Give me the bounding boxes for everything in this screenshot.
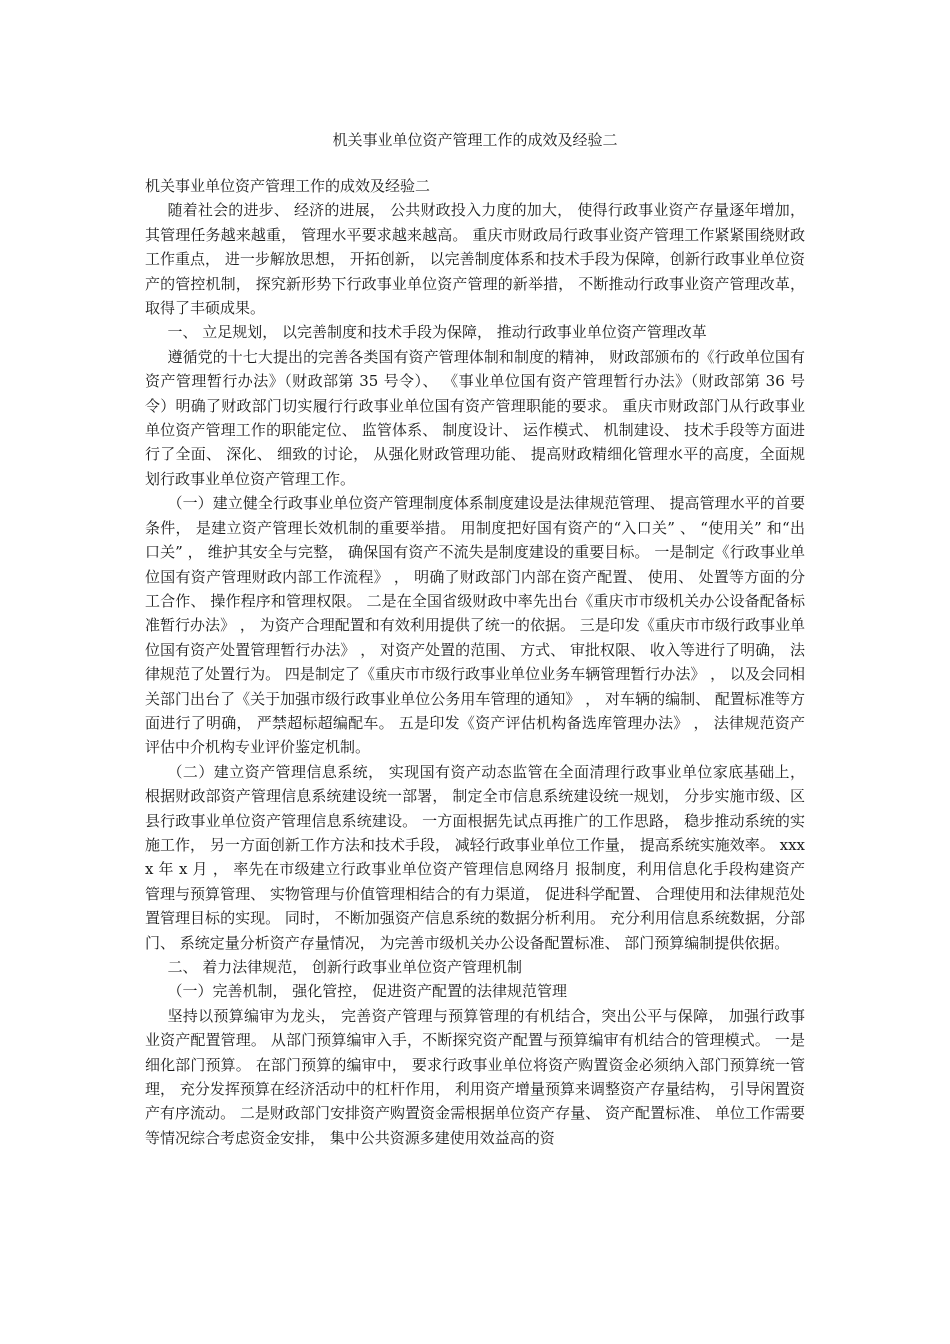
paragraph-subsection-2-1: 坚持以预算编审为龙头， 完善资产管理与预算管理的有机结合，突出公平与保障， 加强行政事业资产配置管理。 从部门预算编审入手，不断探究资产配置与预算编审有机结合的管理模式。 一是细化部门预算。 在部门预算的编审中， 要求行政事业单位将资产购置资金必须纳入部门预算统一管理， 充分发挥预算在经济活动中的杠杆作用， 利用资产增量预算来调整资产存量结构， 引导闲置资产有序流动。 二是财政部门安排资产购置资金需根据单位资产存量、 资产配置标准、 单位工作需要等情况综合考虑资金安排， 集中公共资源多建使用效益高的资 — [145, 1006, 805, 1147]
section-heading-1: 一、 立足规划， 以完善制度和技术手段为保障， 推动行政事业单位资产管理改革 — [167, 323, 707, 342]
paragraph-subsection-1-1: （一）建立健全行政事业单位资产管理制度体系制度建设是法律规范管理、 提高管理水平的首要条件， 是建立资产管理长效机制的重要举措。 用制度把好国有资产的“入口关” 、 “使用关” 和“出口关” ， 维护其安全与完整， 确保国有资产不流失是制度建设的重要目标。 一是制定《行政事业单位国有资产管理财政内部工作流程》 ， 明确了财政部门内部在资产配置、 使用、 处置等方面的分工合作、 操作程序和管理权限。 二是在全国省级财政中率先出台《重庆市市级机关办公设备配备标准暂行办法》 ， 为资产合理配置和有效利用提供了统一的依据。 三是印发《重庆市市级行政事业单位国有资产处置管理暂行办法》 ， 对资产处置的范围、 方式、 审批权限、 收入等进行了明确， 法律规范了处置行为。 四是制定了《重庆市市级行政事业单位业务车辆管理暂行办法》 ， 以及会同相关部门出台了《关于加强市级行政事业单位公务用车管理的通知》 ， 对车辆的编制、 配置标准等方面进行了明确， 严禁超标超编配车。 五是印发《资产评估机构备选库管理办法》 ， 法律规范资产评估中介机构专业评价鉴定机制。 — [145, 494, 805, 757]
document-title: 机关事业单位资产管理工作的成效及经验二 — [332, 131, 618, 149]
paragraph-subsection-1-2: （二）建立资产管理信息系统， 实现国有资产动态监管在全面清理行政事业单位家底基础上， 根据财政部资产管理信息系统建设统一部署， 制定全市信息系统建设统一规划， 分步实施市级、区县行政事业单位资产管理信息系统建设。 一方面根据先试点再推广的工作思路， 稳步推动系统的实施工作， 另一方面创新工作方法和技术手段， 减轻行政事业单位工作量， 提高系统实施效率。 xxxx 年 x 月 ， 率先在市级建立行政事业单位资产管理信息网络月 报制度，利用信息化手段构建资产管理与预算管理、 实物管理与价值管理相结合的有力渠道， 促进科学配置、 合理使用和法律规范处置管理目标的实现。 同时， 不断加强资产信息系统的数据分析利用。 充分利用信息系统数据，分部门、 系统定量分析资产存量情况， 为完善市级机关办公设备配置标准、 部门预算编制提供依据。 — [145, 762, 805, 952]
subsection-heading-2-1: （一）完善机制， 强化管控， 促进资产配置的法律规范管理 — [167, 982, 568, 1001]
paragraph-intro: 随着社会的进步、 经济的进展， 公共财政投入力度的加大， 使得行政事业资产存量逐年增加， 其管理任务越来越重， 管理水平要求越来越高。 重庆市财政局行政事业资产管理工作紧紧围绕财政工作重点， 进一步解放思想， 开拓创新， 以完善制度体系和技术手段为保障，创新行政事业单位资产的管控机制， 探究新形势下行政事业单位资产管理的新举措， 不断推动行政事业资产管理改革， 取得了丰硕成果。 — [145, 201, 805, 318]
section-heading-2: 二、 着力法律规范， 创新行政事业单位资产管理机制 — [167, 958, 523, 976]
paragraph-section-1: 遵循党的十七大提出的完善各类国有资产管理体制和制度的精神， 财政部颁布的《行政单位国有资产管理暂行办法》（财政部第 35 号令）、 《事业单位国有资产管理暂行办法》（财政部第 36 号令）明确了财政部门切实履行行政事业单位国有资产管理职能的要求。 重庆市财政部门从行政事业单位资产管理工作的职能定位、 监管体系、 制度设计、 运作模式、 机制建设、 技术手段等方面进行了全面、 深化、 细致的讨论， 从强化财政管理功能、 提高财政精细化管理水平的高度，全面规划行政事业单位资产管理工作。 — [145, 347, 805, 488]
document-subtitle: 机关事业单位资产管理工作的成效及经验二 — [145, 177, 431, 195]
document-body — [145, 174, 805, 1150]
